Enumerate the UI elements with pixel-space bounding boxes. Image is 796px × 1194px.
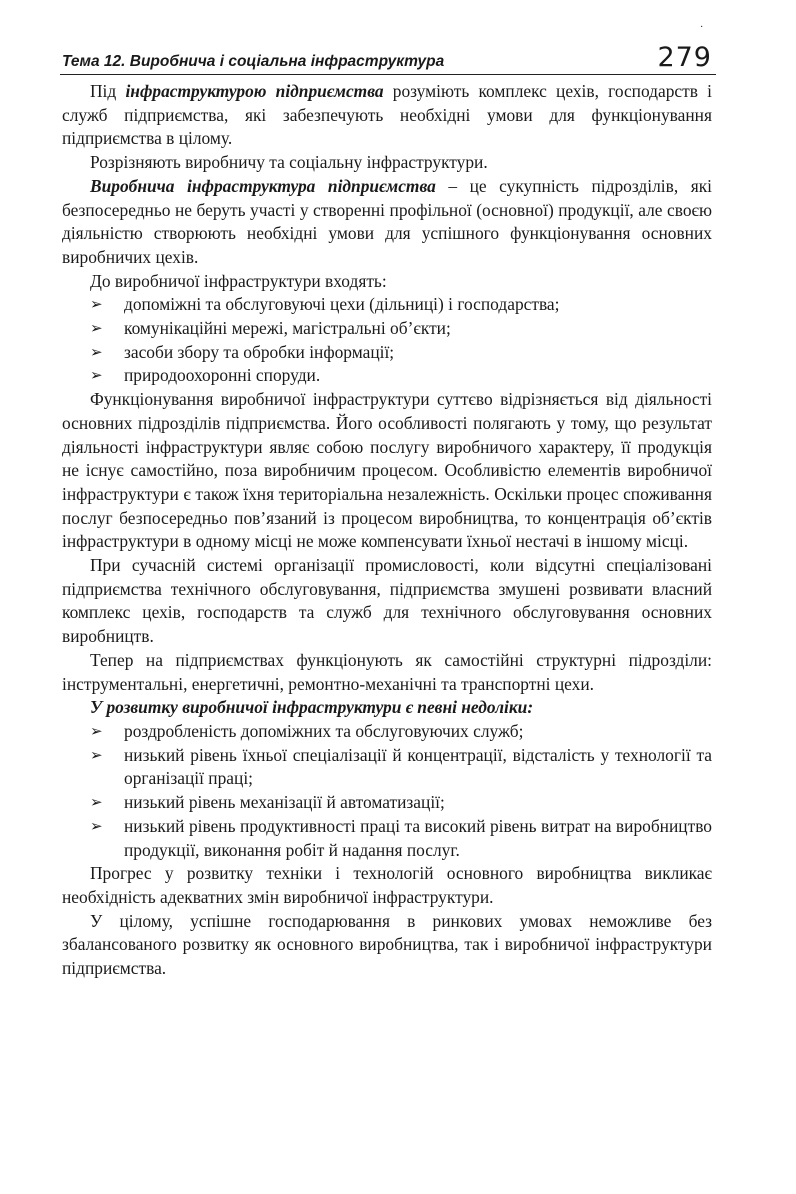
list-item — [62, 317, 712, 341]
arrow-bullet-icon: ➢ — [90, 342, 103, 361]
list-item-text: засоби збору та обробки інформації; — [124, 341, 395, 362]
list-item-text: низький рівень їхньої спеціалізації й концентрації, відсталість у технології та організації праці; — [124, 744, 712, 789]
list-item-text: низький рівень механізації й автоматизації; — [124, 792, 445, 813]
list-item — [62, 744, 712, 791]
list-item-text: роздробленість допоміжних та обслуговуючих служб; — [124, 720, 524, 741]
paragraph-conclusion: У цілому, успішне господарювання в ринкових умовах неможливе без збалансованого розвитку як основного виробництва, так і виробничої інфраструктури підприємства. — [62, 910, 712, 979]
definition-pre: Під — [90, 81, 126, 101]
list-item — [62, 364, 712, 388]
term-production-infrastructure: Виробнича інфраструктура підприємства — [90, 175, 436, 196]
arrow-bullet-icon: ➢ — [90, 816, 103, 835]
paragraph-functioning: Функціонування виробничої інфраструктури суттєво відрізняється від діяльності основних підрозділів підприємства. Його особливості полягають у тому, що результат діяльності інфраструктури являє собою послугу виробничого характеру, її продукція не існує самостійно, поза виробничим процесом. Особливістю елементів виробничої інфраструктури є також їхня територіальна незалежність. Оскільки процес споживання послуг безпосередньо пов’язаний із процесом виробництва, то концентрація об’єктів інфраструктури в одному місці не може компенсувати їхньої нестачі в іншому місці. — [62, 389, 712, 552]
paragraph-current-units: Тепер на підприємствах функціонують як самостійні структурні підрозділи: інструментальні, енергетичні, ремонтно-механічні та транспортні цехи. — [62, 649, 712, 694]
arrow-bullet-icon: ➢ — [90, 745, 103, 764]
shortcomings-heading: У розвитку виробничої інфраструктури є певні недоліки: — [90, 697, 534, 718]
arrow-bullet-icon: ➢ — [90, 366, 103, 385]
arrow-bullet-icon: ➢ — [90, 793, 103, 812]
chapter-title: Тема 12. Виробнича і соціальна інфраструктура — [62, 53, 445, 70]
corner-mark: · — [700, 22, 704, 33]
shortcomings-list — [62, 720, 712, 862]
page-body — [62, 80, 712, 981]
list-item — [62, 293, 712, 317]
running-header — [60, 44, 716, 75]
arrow-bullet-icon: ➢ — [90, 721, 103, 740]
production-infrastructure-definition: – це сукупність підрозділів, які безпосередньо не беруть участі у створенні профільної (основної) продукції, але своєю діяльністю створюють необхідні умови для успішного функціонування основних виробничих цехів. — [62, 175, 712, 267]
paragraph-progress: Прогрес у розвитку техніки і технологій основного виробництва викликає необхідність адекватних змін виробничої інфраструктури. — [62, 863, 712, 907]
list-item-text: природоохоронні споруди. — [124, 365, 321, 386]
list-item — [62, 791, 712, 815]
paragraph-includes: До виробничої інфраструктури входять: — [90, 270, 387, 291]
list-item — [62, 341, 712, 365]
list-item-text: комунікаційні мережі, магістральні об’єкти; — [124, 318, 451, 339]
list-item-text: допоміжні та обслуговуючі цехи (дільниці) і господарства; — [124, 294, 560, 315]
list-item — [62, 720, 712, 744]
arrow-bullet-icon: ➢ — [90, 295, 103, 314]
term-infrastructure: інфраструктурою підприємства — [125, 81, 384, 101]
list-item-text: низький рівень продуктивності праці та високий рівень витрат на виробництво продукції, виконання робіт й надання послуг. — [124, 815, 712, 860]
paragraph-types: Розрізняють виробничу та соціальну інфраструктури. — [90, 152, 488, 173]
list-item — [62, 815, 712, 862]
paragraph-modern-system: При сучасній системі організації промисловості, коли відсутні спеціалізовані підприємства технічного обслуговування, підприємства змушені розвивати власний комплекс цехів, господарств та служб для технічного обслуговування основних виробництв. — [62, 555, 712, 647]
page-number: 279 — [657, 42, 712, 73]
arrow-bullet-icon: ➢ — [90, 319, 103, 338]
paragraph-production-infrastructure — [62, 175, 712, 270]
paragraph-definition — [62, 80, 712, 151]
definition-post: розуміють комплекс цехів, господарств і служб підприємства, які забезпечують необхідні умови для функціонування підприємства в цілому. — [62, 81, 712, 149]
includes-list — [62, 293, 712, 388]
